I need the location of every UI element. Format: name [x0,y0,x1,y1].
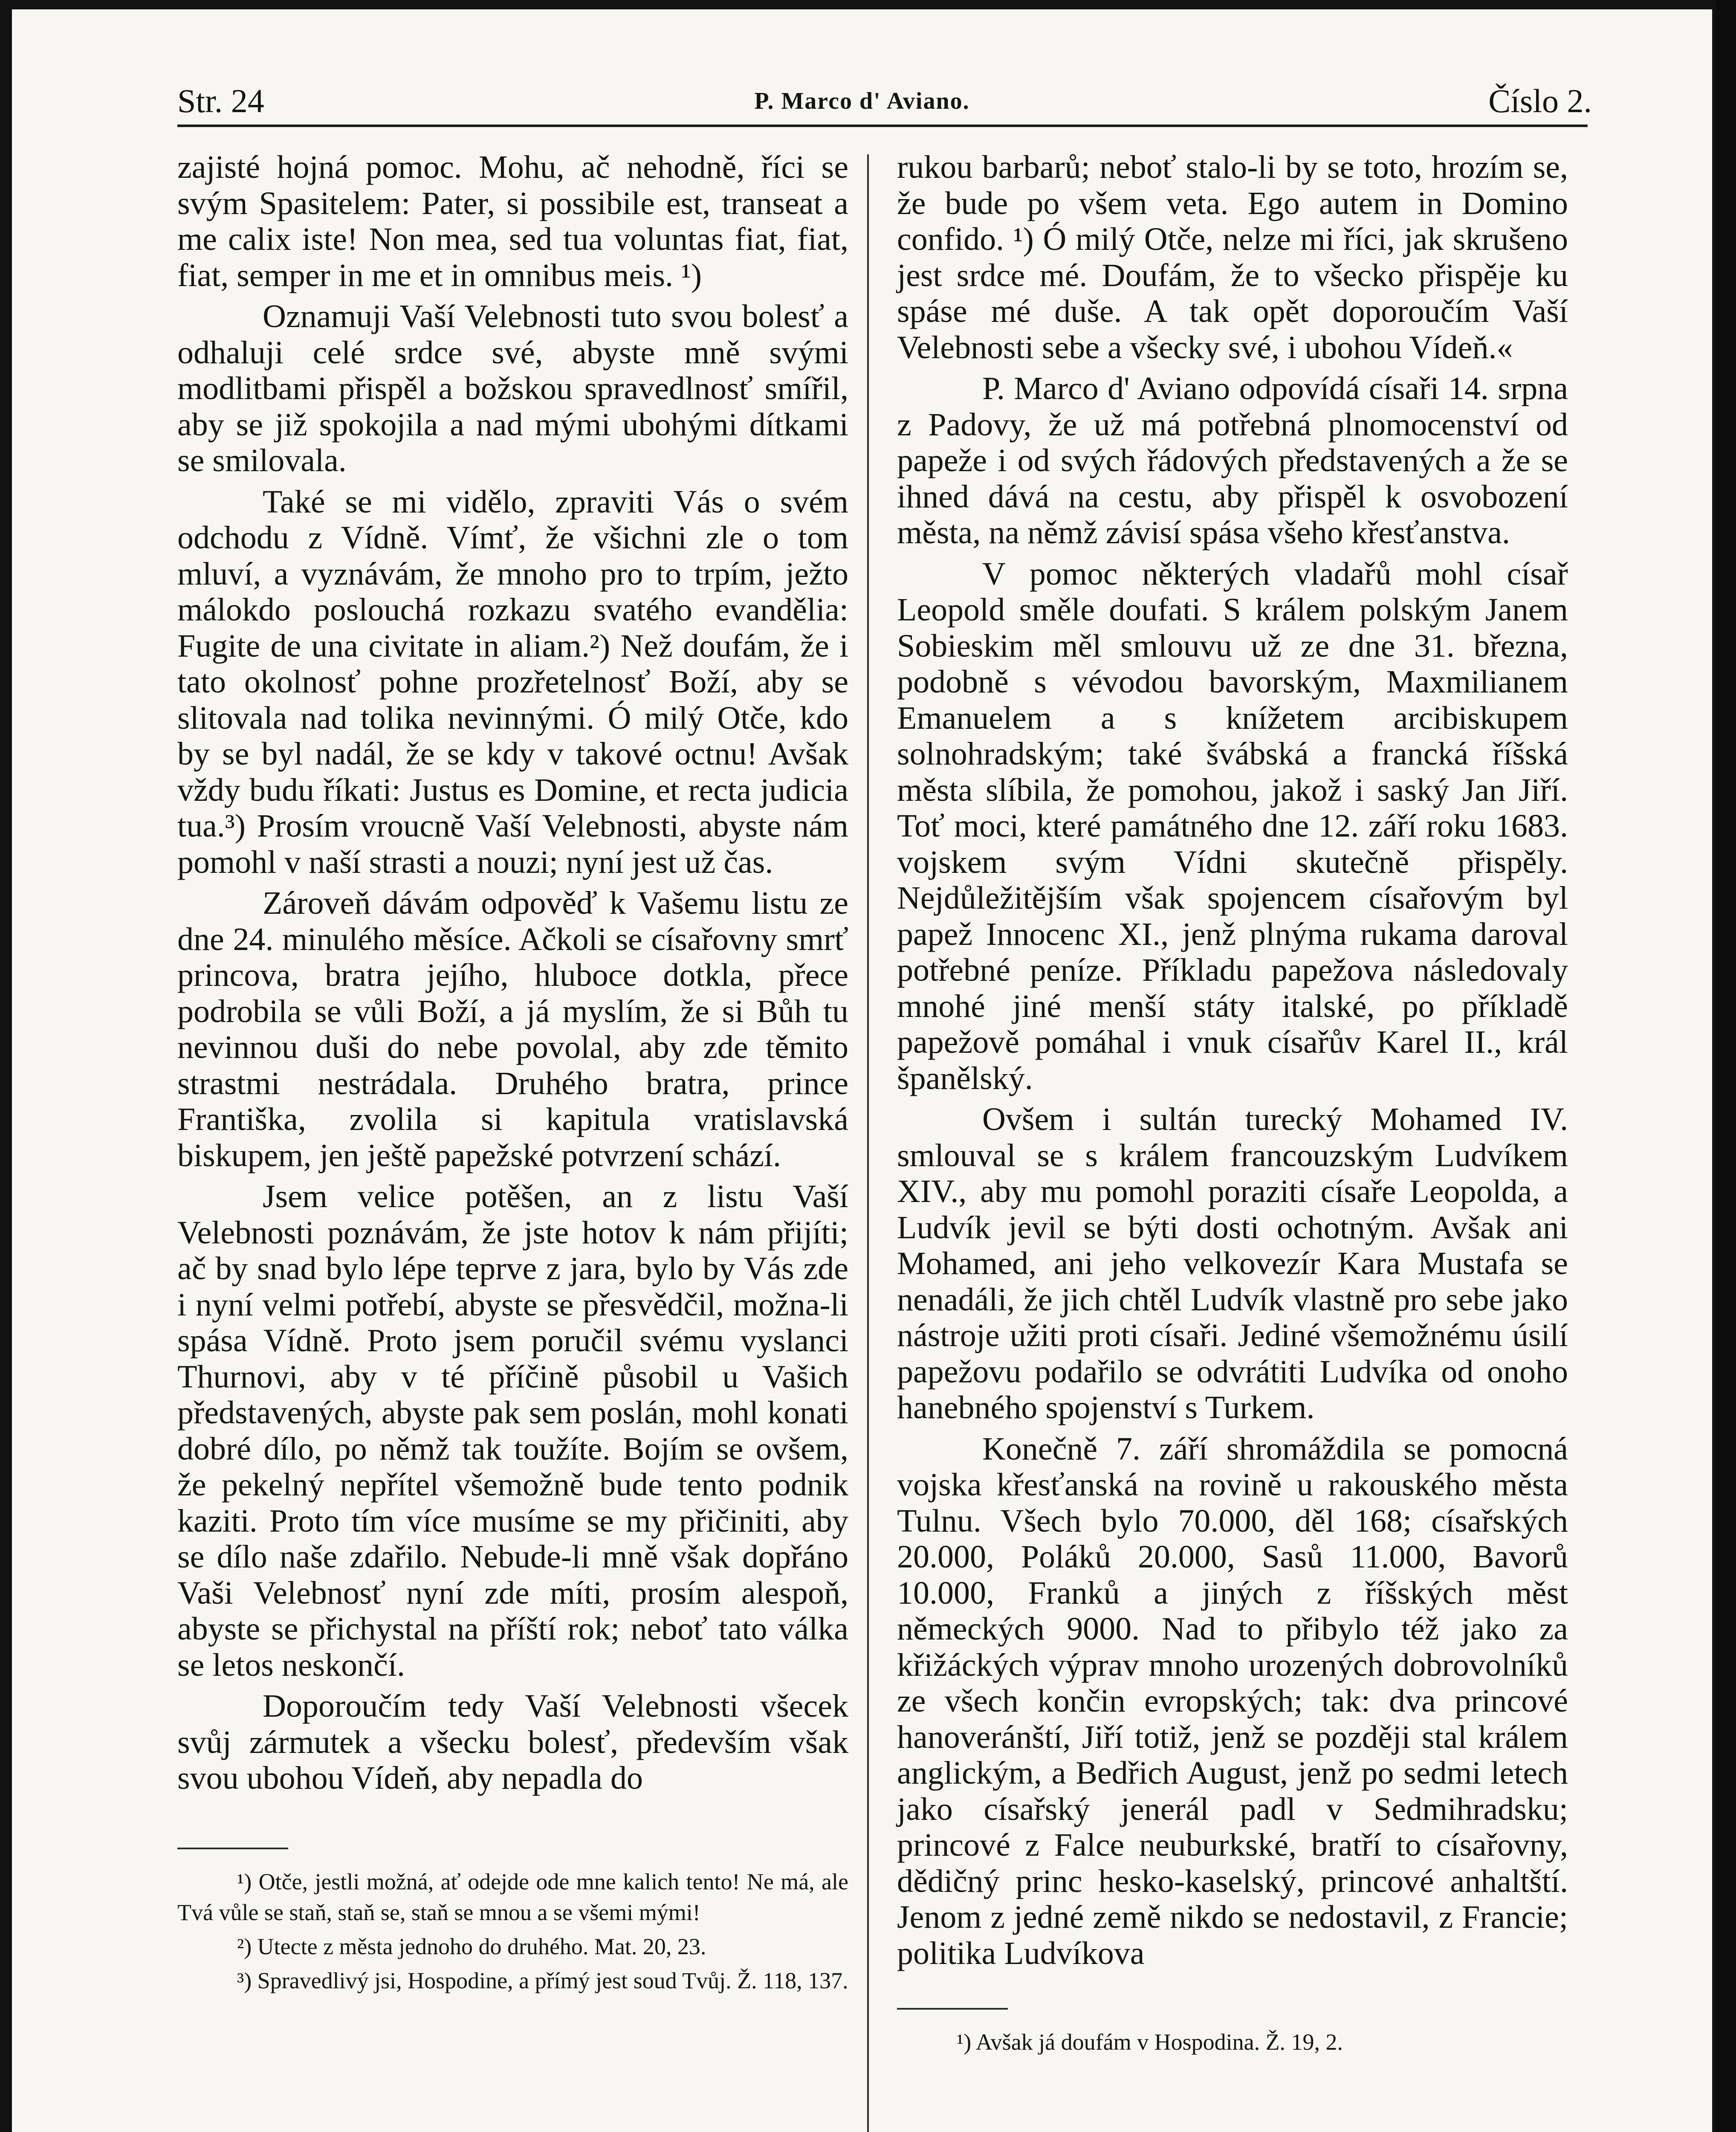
document-page [12,9,1712,2132]
paragraph: Také se mi vidělo, zpraviti Vás o svém odchodu z Vídně. Vímť, že všichni zle o tom mluví, a vyznávám, že mnoho pro to trpím, ježto málokdo poslouchá rozkazu svatého evandělia: Fugite de una civitate in aliam.²) Než doufám, že i tato okolnosť pohne prozřetelnosť Boží, aby se slitovala nad tolika nevinnými. Ó milý Otče, kdo by se byl nadál, že se kdy v takové octnu! Avšak vždy budu říkati: Justus es Domine, et recta judicia tua.³) Prosím vroucně Vaší Velebnosti, abyste nám pomohl v naší strasti a nouzi; nyní jest už čas. [177,484,848,880]
paragraph: Ovšem i sultán turecký Mohamed IV. smlouval se s králem francouzským Ludvíkem XIV., aby mu pomohl poraziti císaře Leopolda, a Ludvík jevil se býti dosti ochotným. Avšak ani Mohamed, ani jeho velkovezír Kara Mustafa se nenadáli, že jich chtěl Ludvík vlastně pro sebe jako nástroje užiti proti císaři. Jediné všemožnému úsilí papežovu podařilo se odvrátiti Ludvíka od onoho hanebného spojenství s Turkem. [897,1101,1568,1425]
paragraph: Konečně 7. září shromáždila se pomocná vojska křesťanská na rovině u rakouského města Tulnu. Všech bylo 70.000, děl 168; císařských 20.000, Poláků 20.000, Sasů 11.000, Bavorů 10.000, Franků a jiných z říšských měst německých 9000. Nad to přibylo též jako za křižáckých výprav mnoho urozených dobrovolníků ze všech končin evropských; tak: dva princové hanoveránští, Jiří totiž, jenž se později stal králem anglickým, a Bedřich August, jenž po sedmi letech jako císařský jenerál padl v Sedmihradsku; princové z Falce neuburkské, bratří to císařovny, dědičný princ hesko-kaselský, princové anhaltští. Jenom z jedné země nikdo se nedostavil, z Francie; politika Ludvíkova [897,1431,1568,1971]
footnote-rule [897,2008,1008,2010]
issue-number: Číslo 2. [1488,82,1592,119]
right-column [897,149,1568,2057]
paragraph: Jsem velice potěšen, an z listu Vaší Velebnosti poznávám, že jste hotov k nám přijíti; ač by snad bylo lépe teprve z jara, bylo by Vás zde i nyní velmi potřebí, abyste se přesvědčil, možna-li spása Vídně. Proto jsem poručil svému vyslanci Thurnovi, aby v té příčině působil u Vašich představených, abyste pak sem poslán, mohl konati dobré dílo, po němž tak toužíte. Bojím se ovšem, že pekelný nepřítel všemožně bude tento podnik kaziti. Proto tím více musíme se my přičiniti, aby se dílo naše zdařilo. Nebude-li mně však dopřáno Vaši Velebnosť nyní zde míti, prosím alespoň, abyste se přichystal na příští rok; neboť tato válka se letos neskončí. [177,1179,848,1683]
footnote-rule [177,1848,288,1849]
paragraph: Doporoučím tedy Vaší Velebnosti všecek svůj zármutek a všecku bolesť, především však svou ubohou Vídeň, aby nepadla do [177,1688,848,1796]
left-column [177,149,848,1996]
paragraph: Zároveň dávám odpověď k Vašemu listu ze dne 24. minulého měsíce. Ačkoli se císařovny smrť princova, bratra jejího, hluboce dotkla, přece podrobila se vůli Boží, a já myslím, že si Bůh tu nevinnou duši do nebe povolal, aby zde těmito strastmi nestrádala. Druhého bratra, prince Františka, zvolila si kapitula vratislavská biskupem, jen ještě papežské potvrzení schází. [177,885,848,1173]
footnote: ¹) Otče, jestli možná, ať odejde ode mne kalich tento! Ne má, ale Tvá vůle se staň, staň se, staň se mnou a se všemi mými! [177,1868,848,1925]
running-title: P. Marco d' Aviano. [754,88,970,114]
running-header [12,9,1712,137]
paragraph: Oznamuji Vaší Velebnosti tuto svou bolesť a odhaluji celé srdce své, abyste mně svými modlitbami přispěl a božskou spravedlnosť smířil, aby se již spokojila a nad mými ubohými dítkami se smilovala. [177,298,848,478]
paragraph: V pomoc některých vladařů mohl císař Leopold směle doufati. S králem polským Janem Sobieskim měl smlouvu už ze dne 31. března, podobně s vévodou bavorským, Maxmilianem Emanuelem a s knížetem arcibiskupem solnohradským; také švábská a francká říšská města slíbila, že pomohou, jakož i saský Jan Jiří. Toť moci, které památného dne 12. září roku 1683. vojskem svým Vídni skutečně přispěly. Nejdůležitějším však spojencem císařovým byl papež Innocenc XI., jenž plnýma rukama daroval potřebné peníze. Příkladu papežova následovaly mnohé jiné menší státy italské, po příkladě papežově pomáhal i vnuk císařův Karel II., král španělský. [897,556,1568,1096]
footnote: ²) Utecte z města jednoho do druhého. Mat. 20, 23. [237,1933,706,1959]
footnote: ³) Spravedlivý jsi, Hospodine, a přímý jest soud Tvůj. Ž. 118, 137. [237,1967,848,1993]
scan-edge-dark [1716,0,1736,2132]
header-rule [177,125,1588,127]
paragraph: zajisté hojná pomoc. Mohu, ač nehodně, říci se svým Spasitelem: Pater, si possibile est, transeat a me calix iste! Non mea, sed tua voluntas fiat, fiat, fiat, semper in me et in omnibus meis. ¹) [177,149,848,293]
paragraph: P. Marco d' Aviano odpovídá císaři 14. srpna z Padovy, že už má potřebná plnomocenství od papeže i od svých řádových představených a že se ihned dává na cestu, aby přispěl k osvobození města, na němž závisí spása všeho křesťanstva. [897,371,1568,550]
paragraph: rukou barbarů; neboť stalo-li by se toto, hrozím se, že bude po všem veta. Ego autem in Domino confido. ¹) Ó milý Otče, nelze mi říci, jak skrušeno jest srdce mé. Doufám, že to všecko přispěje ku spáse mé duše. A tak opět doporoučím Vaší Velebnosti sebe a všecky své, i ubohou Vídeň.« [897,149,1568,365]
column-divider [867,154,869,2132]
page-number: Str. 24 [177,82,264,119]
footnote: ¹) Avšak já doufám v Hospodina. Ž. 19, 2. [957,2029,1343,2055]
